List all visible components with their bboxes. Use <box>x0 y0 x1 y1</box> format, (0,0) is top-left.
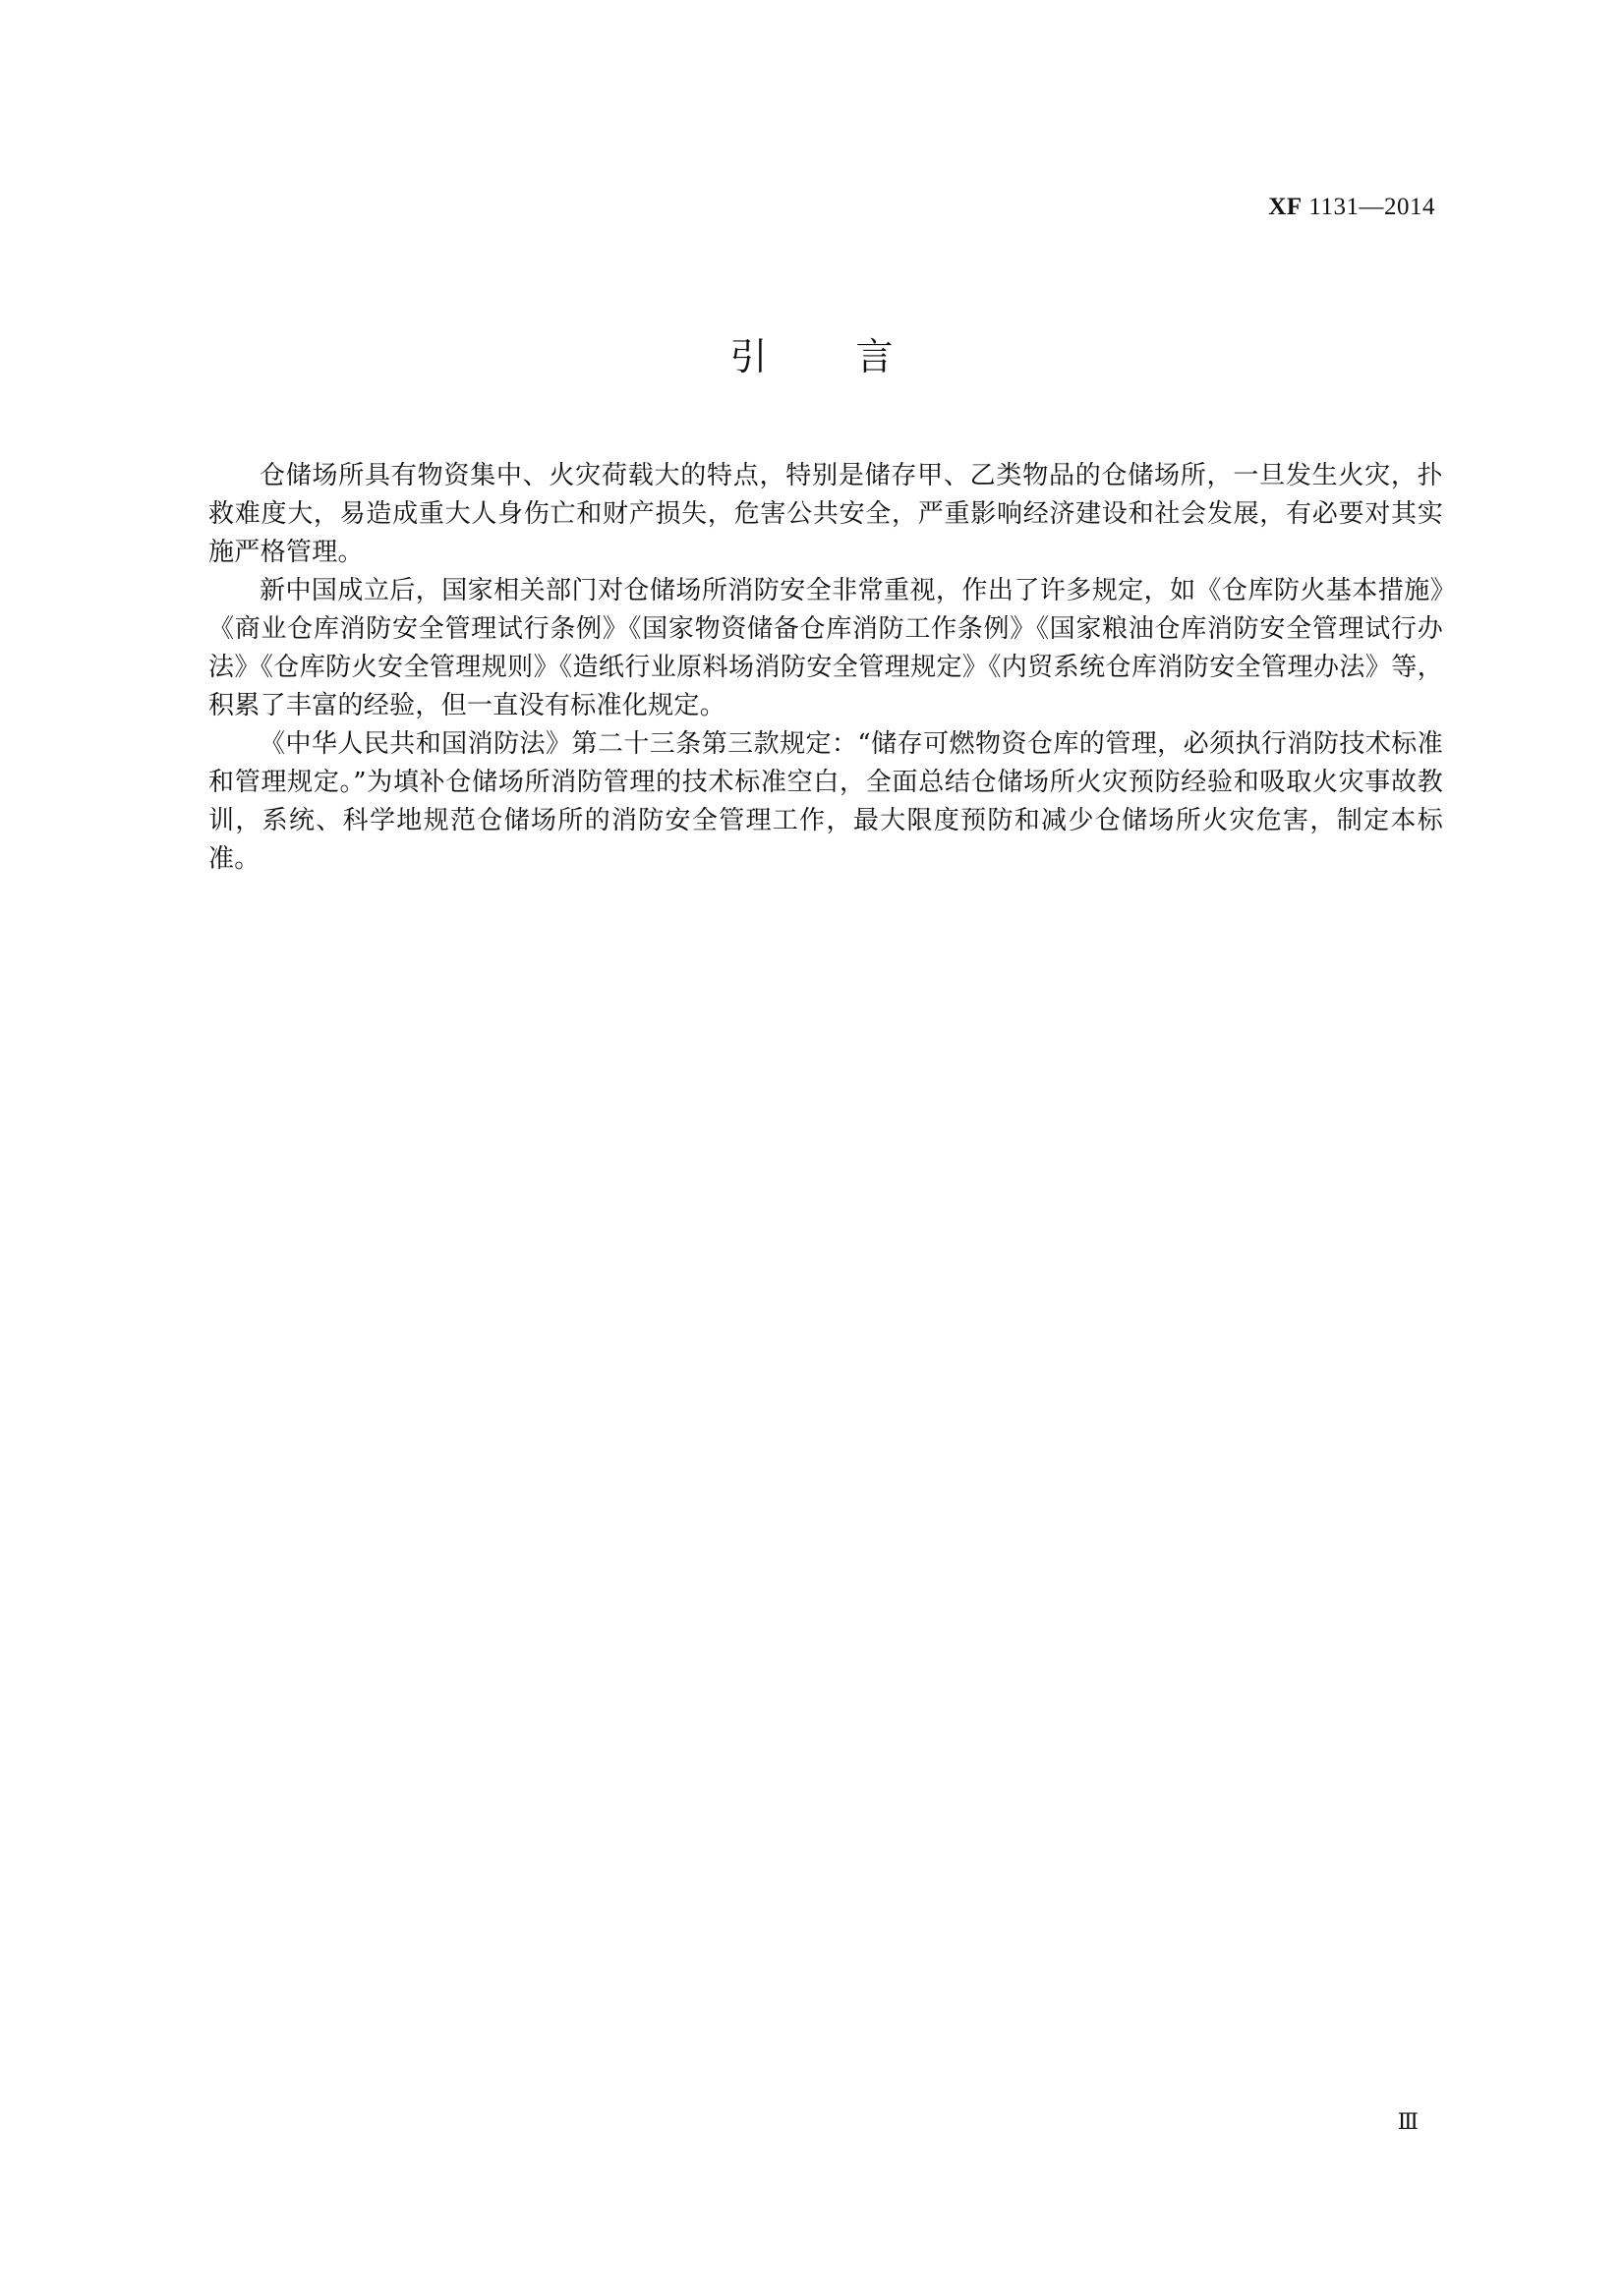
standard-code-number: 1131—2014 <box>1308 194 1435 220</box>
paragraph-3: 《中华人民共和国消防法》第二十三条第三款规定：“储存可燃物资仓库的管理，必须执行消防技术标准和管理规定。”为填补仓储场所消防管理的技术标准空白，全面总结仓储场所火灾预防经验和吸取火灾事故教训，系统、科学地规范仓储场所的消防安全管理工作，最大限度预防和减少仓储场所火灾危害，制定本标准。 <box>208 729 1443 874</box>
paragraph-2: 新中国成立后，国家相关部门对仓储场所消防安全非常重视，作出了许多规定，如《仓库防火基本措施》《商业仓库消防安全管理试行条例》《国家物资储备仓库消防工作条例》《国家粮油仓库消防安全管理试行办法》《仓库防火安全管理规则》《造纸行业原料场消防安全管理规定》《内贸系统仓库消防安全管理办法》等，积累了丰富的经验，但一直没有标准化规定。 <box>208 576 1443 720</box>
page-title: 引言 <box>729 335 982 378</box>
page-number: Ⅲ <box>1397 2109 1419 2134</box>
paragraph-1: 仓储场所具有物资集中、火灾荷载大的特点，特别是储存甲、乙类物品的仓储场所，一旦发生火灾，扑救难度大，易造成重大人身伤亡和财产损失，危害公共安全，严重影响经济建设和社会发展，有必要对其实施严格管理。 <box>208 461 1443 567</box>
introduction-body <box>208 457 1443 879</box>
standard-code <box>1268 194 1435 221</box>
standard-code-prefix: XF <box>1268 194 1303 220</box>
